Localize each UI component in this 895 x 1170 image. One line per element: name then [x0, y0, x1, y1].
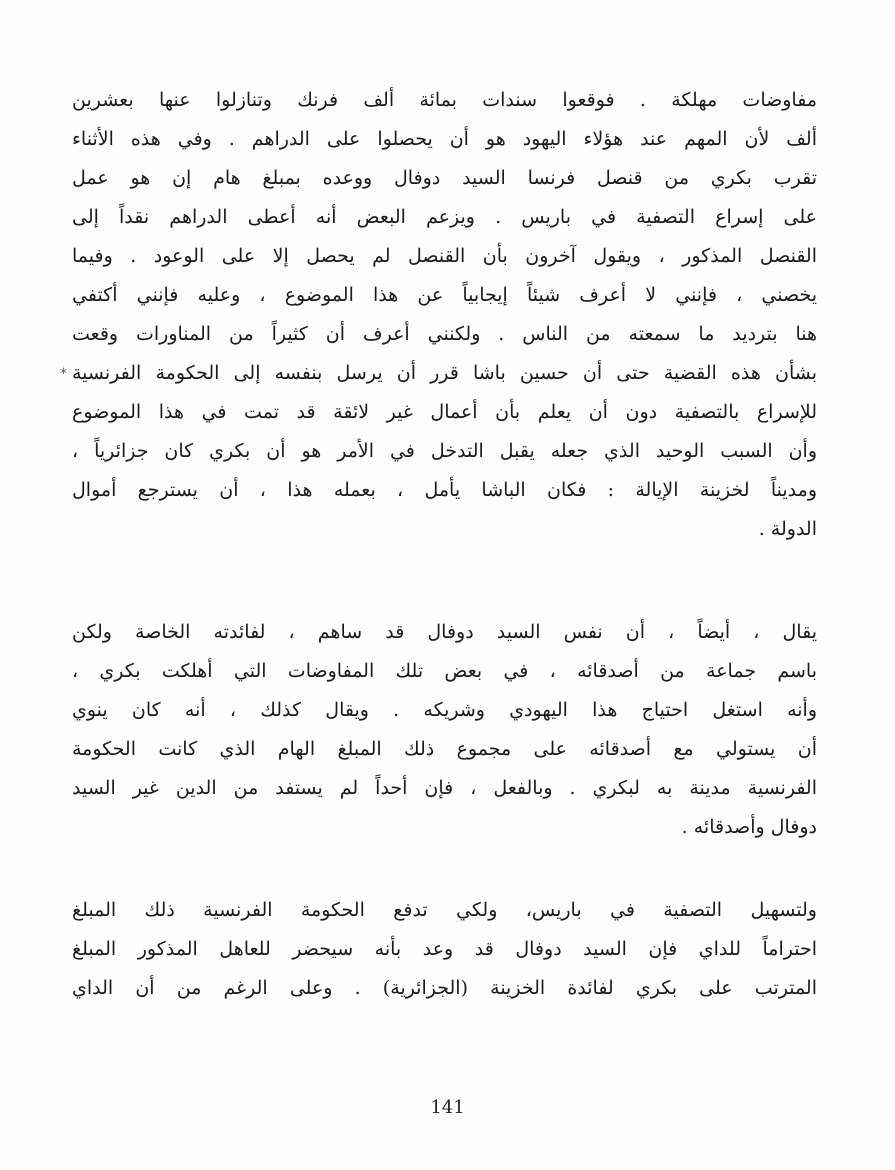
- text-line: القنصل المذكور ، ويقول آخرون بأن القنصل لم يحصل إلا على الوعود . وفيما: [72, 245, 817, 267]
- text-line: هنا بترديد ما سمعته من الناس . ولكنني أعرف أن كثيراً من المناورات وقعت: [72, 323, 817, 345]
- text-line: مفاوضات مهلكة . فوقعوا سندات بمائة ألف فرنك وتنازلوا عنها بعشرين: [72, 89, 817, 111]
- page-number: 141: [430, 1097, 465, 1118]
- text-line: وأنه استغل احتياج هذا اليهودي وشريكه . ويقال كذلك ، أنه كان ينوي: [72, 699, 817, 721]
- text-line: ألف لأن المهم عند هؤلاء اليهود هو أن يحصلوا على الدراهم . وفي هذه الأثناء: [72, 128, 817, 150]
- text-line: ولتسهيل التصفية في باريس، ولكي تدفع الحكومة الفرنسية ذلك المبلغ: [72, 899, 817, 921]
- margin-mark: *: [60, 366, 67, 382]
- text-line: يخصني ، فإنني لا أعرف شيئاً إيجابياً عن هذا الموضوع ، وعليه فإنني أكتفي: [72, 284, 817, 306]
- text-line: تقرب بكري من قنصل فرنسا السيد دوفال ووعده بمبلغ هام إن هو عمل: [72, 167, 817, 189]
- text-line: وأن السبب الوحيد الذي جعله يقبل التدخل في الأمر هو أن بكري كان جزائرياً ،: [72, 440, 817, 462]
- paragraph-1: [72, 86, 817, 554]
- paragraph-2: [72, 618, 817, 852]
- text-line: للإسراع بالتصفية دون أن يعلم بأن أعمال غير لائقة قد تمت في هذا الموضوع: [72, 401, 817, 423]
- text-line: ومديناً لخزينة الإيالة : فكان الباشا يأمل ، بعمله هذا ، أن يسترجع أموال: [72, 479, 817, 501]
- paragraph-3: [72, 896, 817, 1013]
- text-line: بشأن هذه القضية حتى أن حسين باشا قرر أن يرسل بنفسه إلى الحكومة الفرنسية: [72, 362, 817, 384]
- text-line: دوفال وأصدقائه .: [681, 816, 817, 838]
- text-line: الدولة .: [758, 518, 817, 540]
- text-line: أن يستولي مع أصدقائه على مجموع ذلك المبلغ الهام الذي كانت الحكومة: [72, 738, 817, 760]
- text-line: المترتب على بكري لفائدة الخزينة (الجزائرية) . وعلى الرغم من أن الداي: [72, 977, 817, 999]
- text-line: الفرنسية مدينة به لبكري . وبالفعل ، فإن أحداً لم يستفد من الدين غير السيد: [72, 777, 817, 799]
- text-line: على إسراع التصفية في باريس . ويزعم البعض أنه أعطى الدراهم نقداً إلى: [72, 206, 817, 228]
- text-line: يقال ، أيضاً ، أن نفس السيد دوفال قد ساهم ، لفائدته الخاصة ولكن: [72, 621, 817, 643]
- text-line: احتراماً للداي فإن السيد دوفال قد وعد بأنه سيحضر للعاهل المذكور المبلغ: [72, 938, 817, 960]
- text-line: باسم جماعة من أصدقائه ، في بعض تلك المفاوضات التي أهلكت بكري ،: [72, 660, 817, 682]
